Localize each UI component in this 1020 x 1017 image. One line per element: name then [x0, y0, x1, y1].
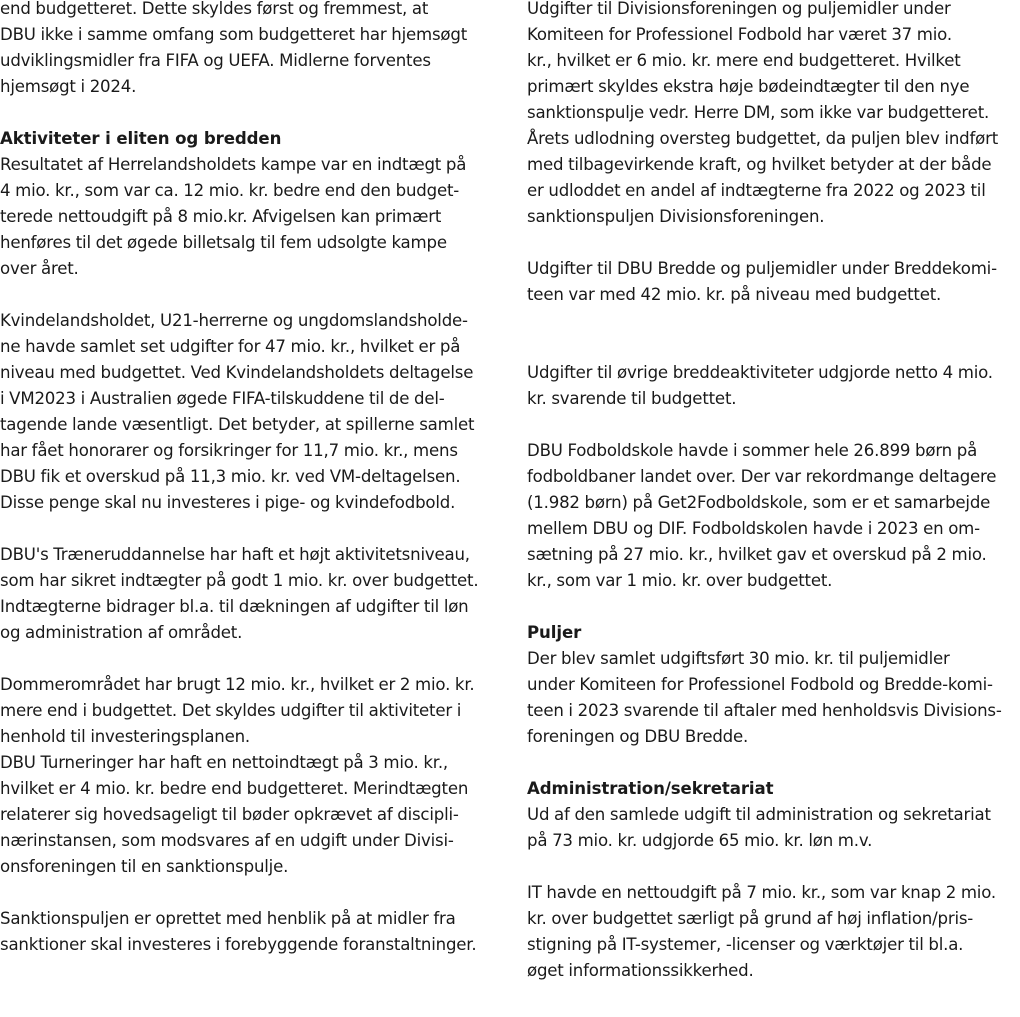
spacer	[0, 282, 500, 308]
spacer	[527, 594, 1020, 620]
paragraph-traeneruddannelse: DBU's Træneruddannelse har haft et højt aktivitetsniveau, som har sikret indtægter på godt 1 mio. kr. over budgettet. Indtægterne bidrager bl.a. til dækningen af udgifter til løn og administration af området.	[0, 545, 479, 642]
paragraph-fodboldskole: DBU Fodboldskole havde i sommer hele 26.899 børn på fodboldbaner landet over. Der var rekordmange deltagere (1.982 børn) på Get2Fodboldskole, som er et samarbejde mellem DBU og DIF. Fodboldskolen havde i 2023 en om- sætning på 27 mio. kr., hvilket gav et overskud på 2 mio. kr., som var 1 mio. kr. over budgettet.	[527, 441, 997, 590]
paragraph-divisionsforening: Udgifter til Divisionsforeningen og puljemidler under Komiteen for Professionel Fodbold har været 37 mio. kr., hvilket er 6 mio. kr. mere end budgetteret. Hvilket primært skyldes ekstra høje bødeindtægter til den nye sanktionspulje vedr. Herre DM, som ikke var budgetteret. Årets udlodning oversteg budgettet, da puljen blev indført med tilbagevirkende kraft, og hvilket betyder at der både er udloddet en andel af indtægterne fra 2022 og 2023 til sanktionspuljen Divisionsforeningen.	[527, 0, 998, 226]
spacer	[0, 880, 500, 906]
paragraph-kvindelandshold: Kvindelandsholdet, U21-herrerne og ungdomslandsholde- ne havde samlet set udgifter for 47 mio. kr., hvilket er på niveau med budgettet. Ved Kvindelandsholdets deltagelse i VM2023 i Australien øgede FIFA-tilskuddene til de del- tagende lande væsentligt. Det betyder, at spillerne samlet har fået honorarer og forsikringer for 11,7 mio. kr., mens DBU fik et overskud på 11,3 mio. kr. ved VM-deltagelsen. Disse penge skal nu investeres i pige- og kvindefodbold.	[0, 311, 475, 512]
spacer	[527, 750, 1020, 776]
spacer	[527, 854, 1020, 880]
heading-puljer: Puljer	[527, 623, 582, 642]
spacer	[527, 230, 1020, 256]
heading-elite-bredde: Aktiviteter i eliten og bredden	[0, 129, 282, 148]
paragraph-herrelandshold: Resultatet af Herrelandsholdets kampe var en indtægt på 4 mio. kr., som var ca. 12 mio. kr. bedre end den budget- terede nettoudgift på 8 mio.kr. Afvigelsen kan primært henføres til det øgede billetsalg til fem udsolgte kampe over året.	[0, 155, 467, 278]
spacer	[527, 412, 1020, 438]
paragraph-oevrige-bredde: Udgifter til øvrige breddeaktiviteter udgjorde netto 4 mio. kr. svarende til budgettet.	[527, 363, 993, 408]
spacer	[527, 308, 1020, 360]
paragraph-puljer: Der blev samlet udgiftsført 30 mio. kr. til puljemidler under Komiteen for Professionel Fodbold og Bredde-komi- teen i 2023 svarende til aftaler med henholdsvis Divisions- foreningen og DBU Bredde.	[527, 649, 1002, 746]
right-column	[527, 0, 1020, 984]
paragraph-dbu-bredde: Udgifter til DBU Bredde og puljemidler under Breddekomi- teen var med 42 mio. kr. på niveau med budgettet.	[527, 259, 997, 304]
spacer	[0, 100, 500, 126]
left-column	[0, 0, 500, 984]
paragraph-dommeromraade: Dommerområdet har brugt 12 mio. kr., hvilket er 2 mio. kr. mere end i budgettet. Det skyldes udgifter til aktiviteter i henhold til investeringsplanen. DBU Turneringer har haft en nettoindtægt på 3 mio. kr., hvilket er 4 mio. kr. bedre end budgetteret. Merindtægten relaterer sig hovedsageligt til bøder opkrævet af discipli- nærinstansen, som modsvares af en udgift under Divisi- onsforeningen til en sanktionspulje.	[0, 675, 475, 876]
spacer	[0, 646, 500, 672]
heading-administration: Administration/sekretariat	[527, 779, 774, 798]
paragraph-administration: Ud af den samlede udgift til administration og sekretariat på 73 mio. kr. udgjorde 65 mio. kr. løn m.v.	[527, 805, 991, 850]
paragraph-intro: end budgetteret. Dette skyldes først og fremmest, at DBU ikke i samme omfang som budgetteret har hjemsøgt udviklingsmidler fra FIFA og UEFA. Midlerne forventes hjemsøgt i 2024.	[0, 0, 468, 96]
spacer	[0, 516, 500, 542]
paragraph-sanktionspulje: Sanktionspuljen er oprettet med henblik på at midler fra sanktioner skal investeres i forebyggende foranstaltninger.	[0, 909, 477, 954]
paragraph-it: IT havde en nettoudgift på 7 mio. kr., som var knap 2 mio. kr. over budgettet særligt på grund af høj inflation/pris- stigning på IT-systemer, -licenser og værktøjer til bl.a. øget informationssikkerhed.	[527, 883, 996, 980]
